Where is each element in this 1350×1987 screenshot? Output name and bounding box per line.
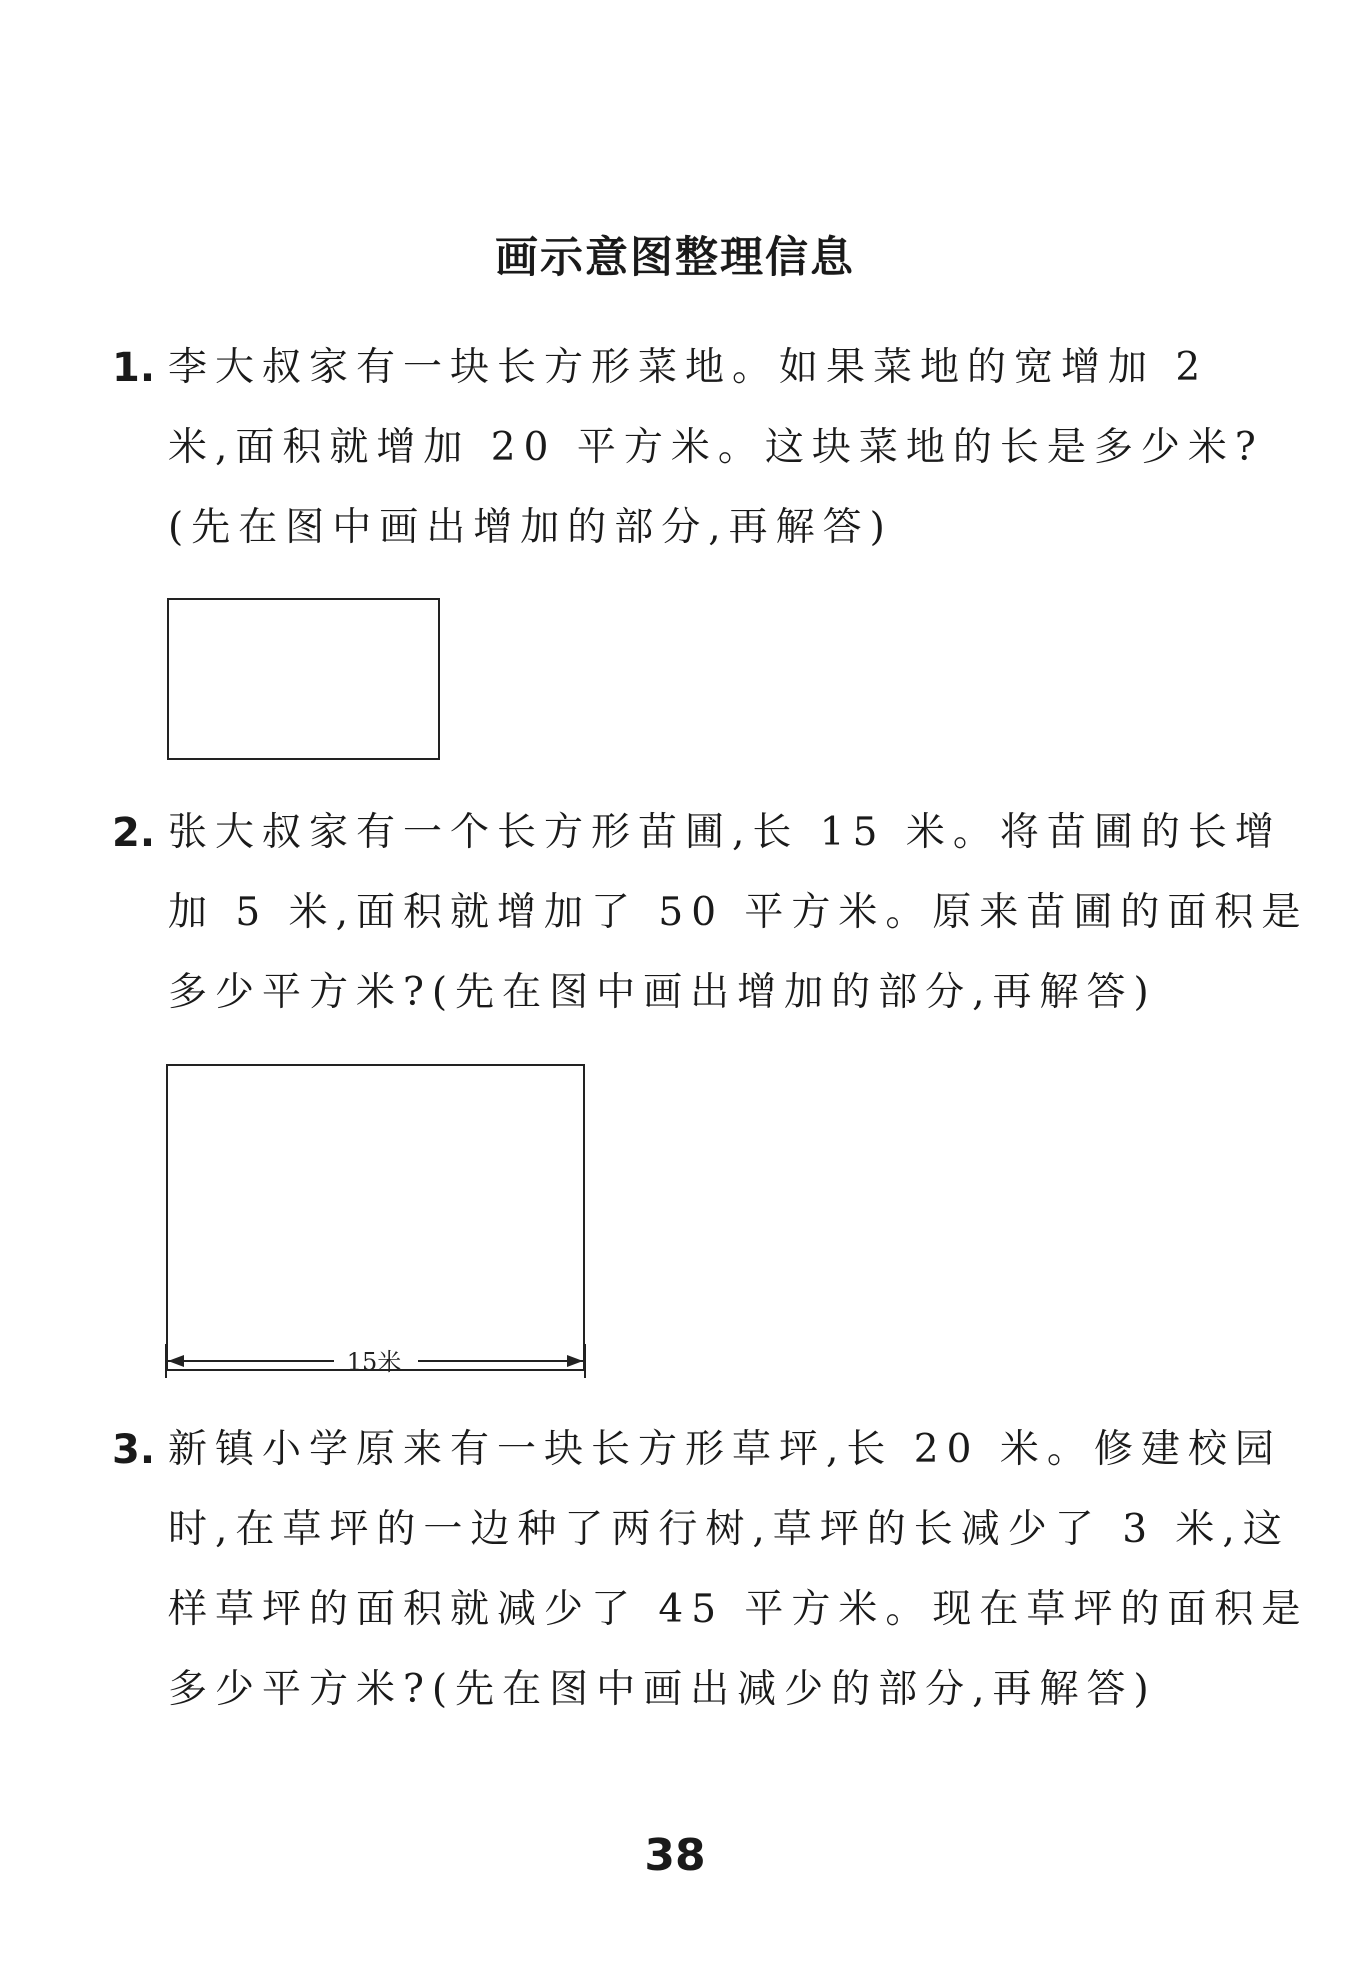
question-text-line: 样草坪的面积就减少了 45 平方米。现在草坪的面积是 <box>168 1587 1309 1632</box>
question-number: 1. <box>112 345 156 391</box>
question-text-line: 加 5 米,面积就增加了 50 平方米。原来苗圃的面积是 <box>168 890 1309 935</box>
question-number: 3. <box>112 1427 156 1473</box>
arrow-right-icon <box>567 1355 583 1367</box>
question-text-line: 米,面积就增加 20 平方米。这块菜地的长是多少米? <box>168 425 1264 470</box>
question-text-line: 多少平方米?(先在图中画出减少的部分,再解答) <box>168 1667 1157 1712</box>
question-text-line: (先在图中画出增加的部分,再解答) <box>168 505 893 550</box>
page-number: 38 <box>644 1830 706 1881</box>
arrow-left-icon <box>168 1355 184 1367</box>
dimension-label: 15米 <box>346 1348 402 1376</box>
length-dimension <box>162 1340 592 1380</box>
question-text-line: 张大叔家有一个长方形苗圃,长 15 米。将苗圃的长增 <box>168 810 1282 855</box>
question-text-line: 李大叔家有一块长方形菜地。如果菜地的宽增加 2 <box>168 345 1209 390</box>
rectangle-diagram-1 <box>167 598 440 760</box>
question-text-line: 多少平方米?(先在图中画出增加的部分,再解答) <box>168 970 1157 1015</box>
rectangle-diagram-2 <box>166 1064 585 1371</box>
question-number: 2. <box>112 810 156 856</box>
page-title: 画示意图整理信息 <box>495 233 855 283</box>
question-text-line: 新镇小学原来有一块长方形草坪,长 20 米。修建校园 <box>168 1427 1282 1472</box>
question-text-line: 时,在草坪的一边种了两行树,草坪的长减少了 3 米,这 <box>168 1507 1290 1552</box>
